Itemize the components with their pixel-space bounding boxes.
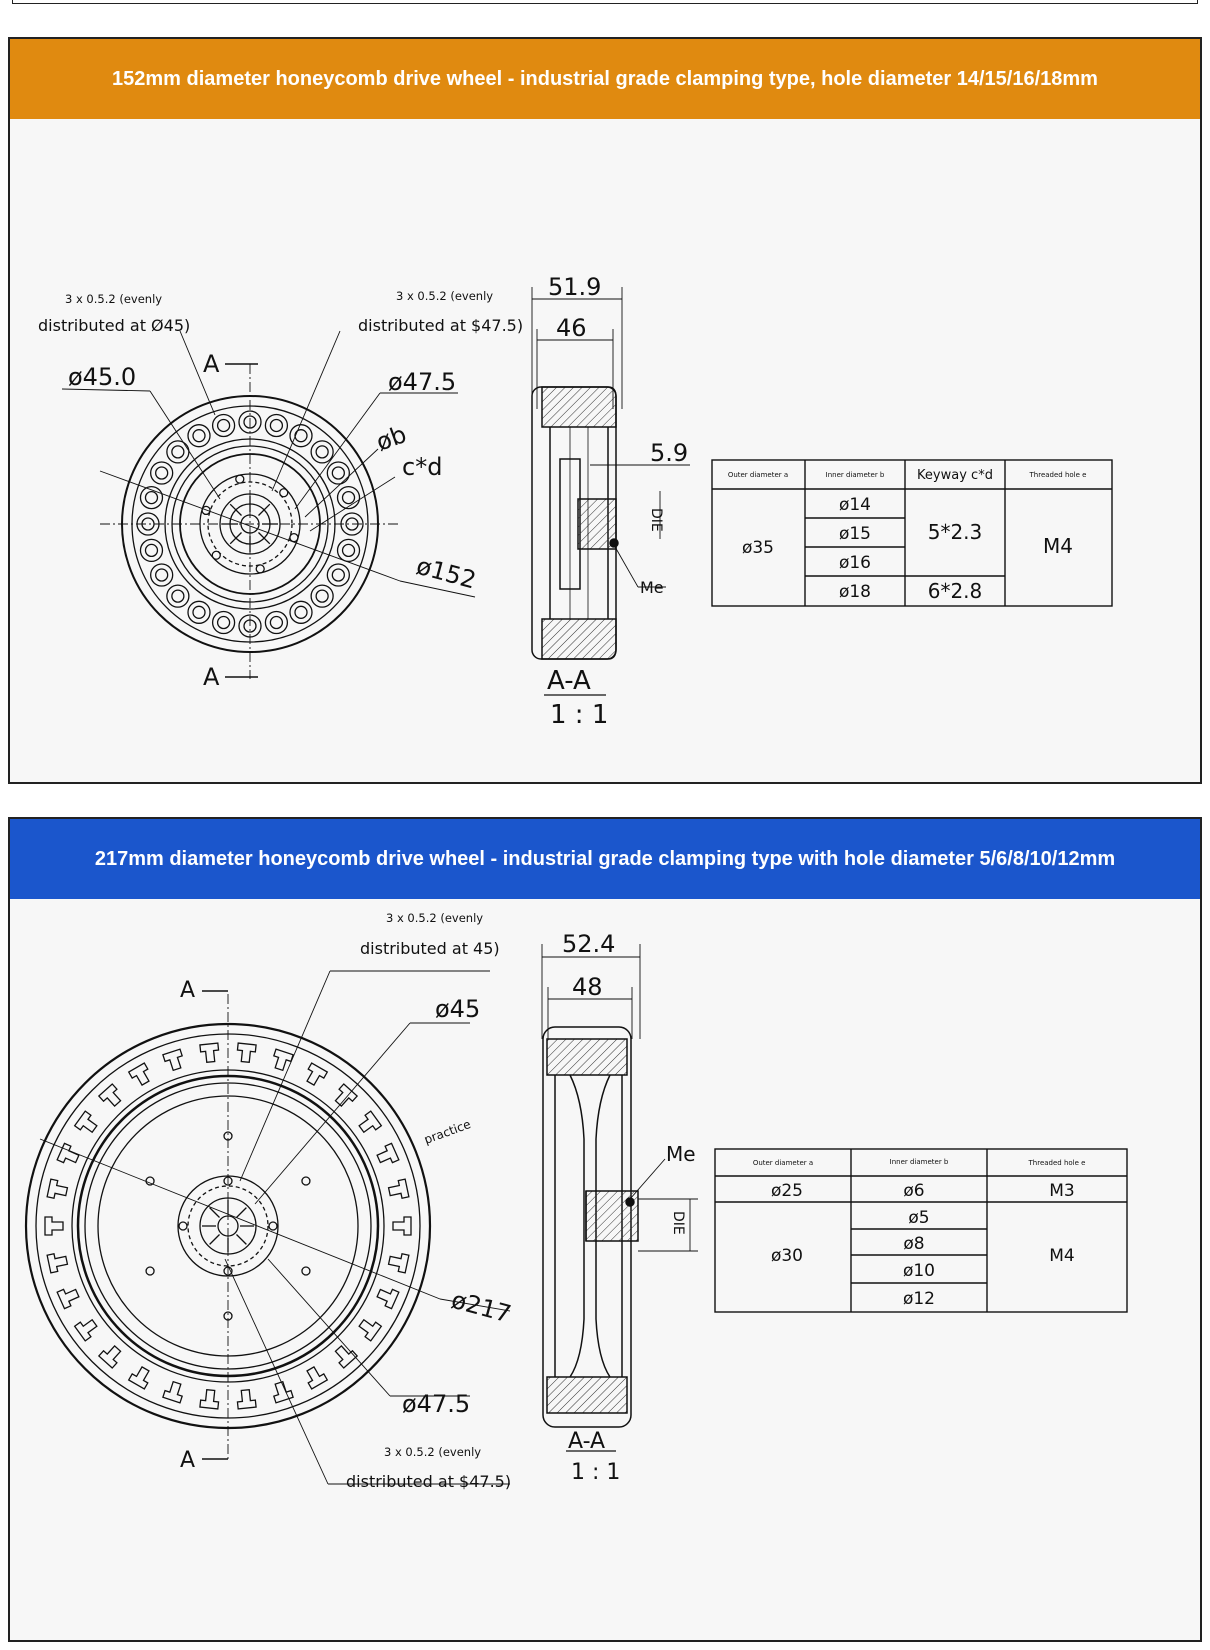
wheel-217-scale: 1 : 1 <box>571 1460 621 1485</box>
wheel-152-cell-keyway-2: 6*2.8 <box>927 579 983 603</box>
honeycomb-cell <box>163 1380 186 1403</box>
honeycomb-cell-core <box>172 590 184 602</box>
wheel-152-cell-thread: M4 <box>1043 534 1073 558</box>
hub-spoke <box>236 1234 246 1244</box>
honeycomb-cell <box>332 1084 357 1109</box>
wheel-217-cell-thread-2: M4 <box>1049 1246 1075 1266</box>
wheel-152-note1-line1: 3 x 0.5.2 (evenly <box>65 292 163 306</box>
honeycomb-cell <box>151 462 173 484</box>
wheel-152-cell-outer: ø35 <box>741 538 775 558</box>
wheel-217-side-view <box>542 944 698 1451</box>
honeycomb-cell <box>75 1111 100 1136</box>
wheel-217-header-thread: Threaded hole e <box>1028 1159 1086 1167</box>
hub-hole <box>269 1222 277 1230</box>
honeycomb-cell-shape <box>236 1043 256 1063</box>
honeycomb-cell-shape <box>57 1285 81 1309</box>
wheel-152-spec-table <box>712 460 1112 606</box>
wheel-217-spec-table <box>715 1149 1127 1312</box>
honeycomb-cell-shape <box>303 1364 328 1389</box>
honeycomb-cell-shape <box>129 1364 154 1389</box>
honeycomb-cell <box>303 1063 328 1088</box>
wheel-217-dim-475: ø47.5 <box>402 1390 471 1418</box>
honeycomb-cell-shape <box>388 1252 409 1273</box>
honeycomb-cell-shape <box>356 1111 381 1136</box>
honeycomb-cell <box>290 601 312 623</box>
honeycomb-cell-core <box>145 492 157 504</box>
honeycomb-cell-shape <box>75 1316 100 1341</box>
hub-hole <box>179 1222 187 1230</box>
wheel-152-dim-45: ø45.0 <box>68 363 137 391</box>
honeycomb-cell-core <box>332 569 344 581</box>
hub-spoke <box>230 532 241 543</box>
honeycomb-cell-shape <box>200 1043 220 1063</box>
wheel-152-header-inner: Inner diameter b <box>825 471 885 479</box>
wheel-217-dim-45: ø45 <box>435 995 481 1023</box>
honeycomb-cell-core <box>218 419 230 431</box>
wheel-217-cell-inner-1: ø6 <box>903 1181 925 1201</box>
wheel-217-cell-outer-1: ø25 <box>770 1181 804 1201</box>
honeycomb-cell <box>338 487 360 509</box>
wheel-217-cell-inner-4: ø10 <box>902 1261 936 1281</box>
wheel-152-drawing <box>10 119 1200 782</box>
honeycomb-cell <box>57 1285 81 1309</box>
honeycomb-cell <box>375 1143 399 1167</box>
hub-hole <box>290 534 298 542</box>
honeycomb-cell <box>75 1316 100 1341</box>
honeycomb-cell-core <box>193 606 205 618</box>
honeycomb-cell <box>265 414 287 436</box>
honeycomb-cell-shape <box>129 1063 154 1088</box>
honeycomb-cell-core <box>343 544 355 556</box>
honeycomb-cell <box>327 462 349 484</box>
honeycomb-cell-shape <box>47 1179 68 1200</box>
top-frame-edge <box>12 0 1198 4</box>
wheel-152-header-thread: Threaded hole e <box>1029 471 1087 479</box>
wheel-217-header-inner: Inner diameter b <box>889 1158 949 1166</box>
wheel-152-me-label: Me <box>640 578 664 597</box>
wheel-152-section-top: A <box>203 350 220 378</box>
wheel-217-cell-outer-2: ø30 <box>770 1246 804 1266</box>
honeycomb-cell-shape <box>75 1111 100 1136</box>
honeycomb-cell <box>188 601 210 623</box>
hub-hole <box>256 565 264 573</box>
rim-hole <box>146 1267 154 1275</box>
wheel-152-scale: 1 : 1 <box>550 700 609 730</box>
hub-hole <box>280 489 288 497</box>
honeycomb-cell <box>265 612 287 634</box>
wheel-152-dim-475: ø47.5 <box>388 368 457 396</box>
wheel-217-note1-line2: distributed at 45) <box>360 939 500 958</box>
wheel-217-me-label: Me <box>666 1142 696 1166</box>
wheel-152-dim-152: ø152 <box>413 551 480 595</box>
wheel-152-side-view <box>532 287 690 695</box>
wheel-152-cell-inner-4: ø18 <box>838 582 872 602</box>
honeycomb-cell-shape <box>200 1389 220 1409</box>
wheel-217-front-labels <box>180 911 514 1491</box>
wheel-217-cell-inner-3: ø8 <box>903 1234 925 1254</box>
honeycomb-cell <box>167 441 189 463</box>
wheel-217-note1-line1: 3 x 0.5.2 (evenly <box>386 911 484 925</box>
wheel-152-panel <box>8 37 1202 784</box>
wheel-152-header-keyway: Keyway c*d <box>917 468 993 483</box>
wheel-152-section-title: A-A <box>547 666 591 696</box>
wheel-152-cell-keyway-1: 5*2.3 <box>927 520 983 544</box>
honeycomb-cell <box>167 585 189 607</box>
hub-spoke <box>230 504 241 515</box>
honeycomb-cell-shape <box>303 1063 328 1088</box>
wheel-152-dim-519: 51.9 <box>548 273 602 301</box>
honeycomb-cell-core <box>316 590 328 602</box>
hub-hole <box>212 551 220 559</box>
wheel-152-cell-inner-1: ø14 <box>838 495 872 515</box>
wheel-217-dim-217: ø217 <box>448 1285 515 1329</box>
wheel-217-note2-line1: 3 x 0.5.2 (evenly <box>384 1445 482 1459</box>
wheel-217-section-bottom: A <box>180 1448 196 1473</box>
wheel-217-panel <box>8 817 1202 1642</box>
honeycomb-cell <box>129 1063 154 1088</box>
honeycomb-cell-shape <box>332 1084 357 1109</box>
wheel-217-practice: practice <box>422 1117 473 1147</box>
wheel-217-title: 217mm diameter honeycomb drive wheel - industrial grade clamping type with hole diameter 5/6/8/10/12mm <box>94 847 1116 870</box>
honeycomb-cell-shape <box>47 1252 68 1273</box>
honeycomb-cell <box>236 1389 256 1409</box>
wheel-217-drawing <box>10 899 1200 1640</box>
honeycomb-cell <box>375 1285 399 1309</box>
honeycomb-cell <box>213 612 235 634</box>
honeycomb-cell-core <box>270 617 282 629</box>
hub-spoke <box>258 504 269 515</box>
honeycomb-cell <box>303 1364 328 1389</box>
honeycomb-cell <box>356 1111 381 1136</box>
honeycomb-cell-shape <box>270 1049 293 1072</box>
honeycomb-cell <box>151 564 173 586</box>
honeycomb-cell-shape <box>163 1380 186 1403</box>
honeycomb-cell-core <box>145 544 157 556</box>
honeycomb-cell-core <box>316 446 328 458</box>
wheel-152-note2-line1: 3 x 0.5.2 (evenly <box>396 289 494 303</box>
wheel-152-dim-46: 46 <box>556 314 587 342</box>
wheel-152-note2-line2: distributed at $47.5) <box>358 316 524 335</box>
wheel-217-title-banner <box>10 819 1200 899</box>
wheel-152-dim-59: 5.9 <box>650 439 689 467</box>
honeycomb-cell-core <box>193 430 205 442</box>
honeycomb-cell-core <box>270 419 282 431</box>
honeycomb-cell <box>129 1364 154 1389</box>
honeycomb-cell-core <box>156 569 168 581</box>
wheel-152-side-labels <box>547 273 688 730</box>
honeycomb-cell <box>338 539 360 561</box>
honeycomb-cell <box>356 1316 381 1341</box>
honeycomb-cell-core <box>218 617 230 629</box>
honeycomb-cell <box>236 1043 256 1063</box>
honeycomb-cell <box>99 1084 124 1109</box>
wheel-217-die-label: DIE <box>670 1211 686 1235</box>
honeycomb-cell-shape <box>375 1143 399 1167</box>
honeycomb-cell <box>163 1049 186 1072</box>
honeycomb-cell-shape <box>236 1389 256 1409</box>
honeycomb-cell <box>311 585 333 607</box>
wheel-152-cell-inner-2: ø15 <box>838 524 872 544</box>
honeycomb-cell-core <box>332 467 344 479</box>
honeycomb-cell <box>290 425 312 447</box>
hub-spoke <box>236 1208 246 1218</box>
honeycomb-cell-shape <box>375 1285 399 1309</box>
honeycomb-cell <box>188 425 210 447</box>
honeycomb-cell-core <box>295 430 307 442</box>
wheel-152-section-bottom: A <box>203 663 220 691</box>
wheel-217-note2-line2: distributed at $47.5) <box>346 1472 512 1491</box>
wheel-152-title: 152mm diameter honeycomb drive wheel - industrial grade clamping type, hole diameter 14/15/16/18mm <box>112 67 1098 90</box>
wheel-217-section-top: A <box>180 978 196 1003</box>
honeycomb-cell <box>311 441 333 463</box>
honeycomb-cell-core <box>156 467 168 479</box>
wheel-217-dim-524: 52.4 <box>562 930 616 958</box>
wheel-152-dim-b: øb <box>372 420 411 457</box>
wheel-152-cell-inner-3: ø16 <box>838 553 872 573</box>
honeycomb-cell <box>393 1217 411 1235</box>
wheel-152-title-banner <box>10 39 1200 119</box>
honeycomb-cell-shape <box>163 1049 186 1072</box>
honeycomb-cell <box>45 1217 63 1235</box>
wheel-152-header-outer: Outer diameter a <box>727 471 789 479</box>
honeycomb-cell-shape <box>99 1343 124 1368</box>
honeycomb-cell-core <box>172 446 184 458</box>
honeycomb-cell-shape <box>356 1316 381 1341</box>
honeycomb-cell <box>47 1179 68 1200</box>
honeycomb-cell <box>200 1043 220 1063</box>
wheel-217-section-title: A-A <box>568 1429 606 1454</box>
wheel-217-cell-inner-2: ø5 <box>908 1208 930 1228</box>
honeycomb-cell <box>213 414 235 436</box>
honeycomb-cell-shape <box>45 1217 63 1235</box>
wheel-152-die-label: DIE <box>648 508 664 532</box>
hub-spoke <box>210 1234 220 1244</box>
honeycomb-cell <box>200 1389 220 1409</box>
honeycomb-cell-core <box>295 606 307 618</box>
hub-hole <box>236 475 244 483</box>
honeycomb-cell <box>327 564 349 586</box>
honeycomb-cell-shape <box>393 1217 411 1235</box>
hub-spoke <box>258 532 269 543</box>
hub-hole <box>202 506 210 514</box>
wheel-217-cell-inner-5: ø12 <box>902 1289 936 1309</box>
wheel-217-header-outer: Outer diameter a <box>752 1159 814 1167</box>
honeycomb-cell <box>140 539 162 561</box>
honeycomb-cell <box>270 1049 293 1072</box>
honeycomb-cell-core <box>343 492 355 504</box>
rim-hole <box>302 1177 310 1185</box>
wheel-152-dim-cd: c*d <box>402 453 443 481</box>
wheel-152-note1-line2: distributed at Ø45) <box>38 316 191 335</box>
wheel-217-cell-thread-1: M3 <box>1049 1181 1075 1201</box>
honeycomb-cell <box>388 1179 409 1200</box>
honeycomb-cell-shape <box>99 1084 124 1109</box>
rim-hole <box>302 1267 310 1275</box>
honeycomb-cell-shape <box>388 1179 409 1200</box>
wheel-217-dim-48: 48 <box>572 973 603 1001</box>
honeycomb-cell <box>99 1343 124 1368</box>
honeycomb-cell <box>388 1252 409 1273</box>
honeycomb-cell <box>47 1252 68 1273</box>
